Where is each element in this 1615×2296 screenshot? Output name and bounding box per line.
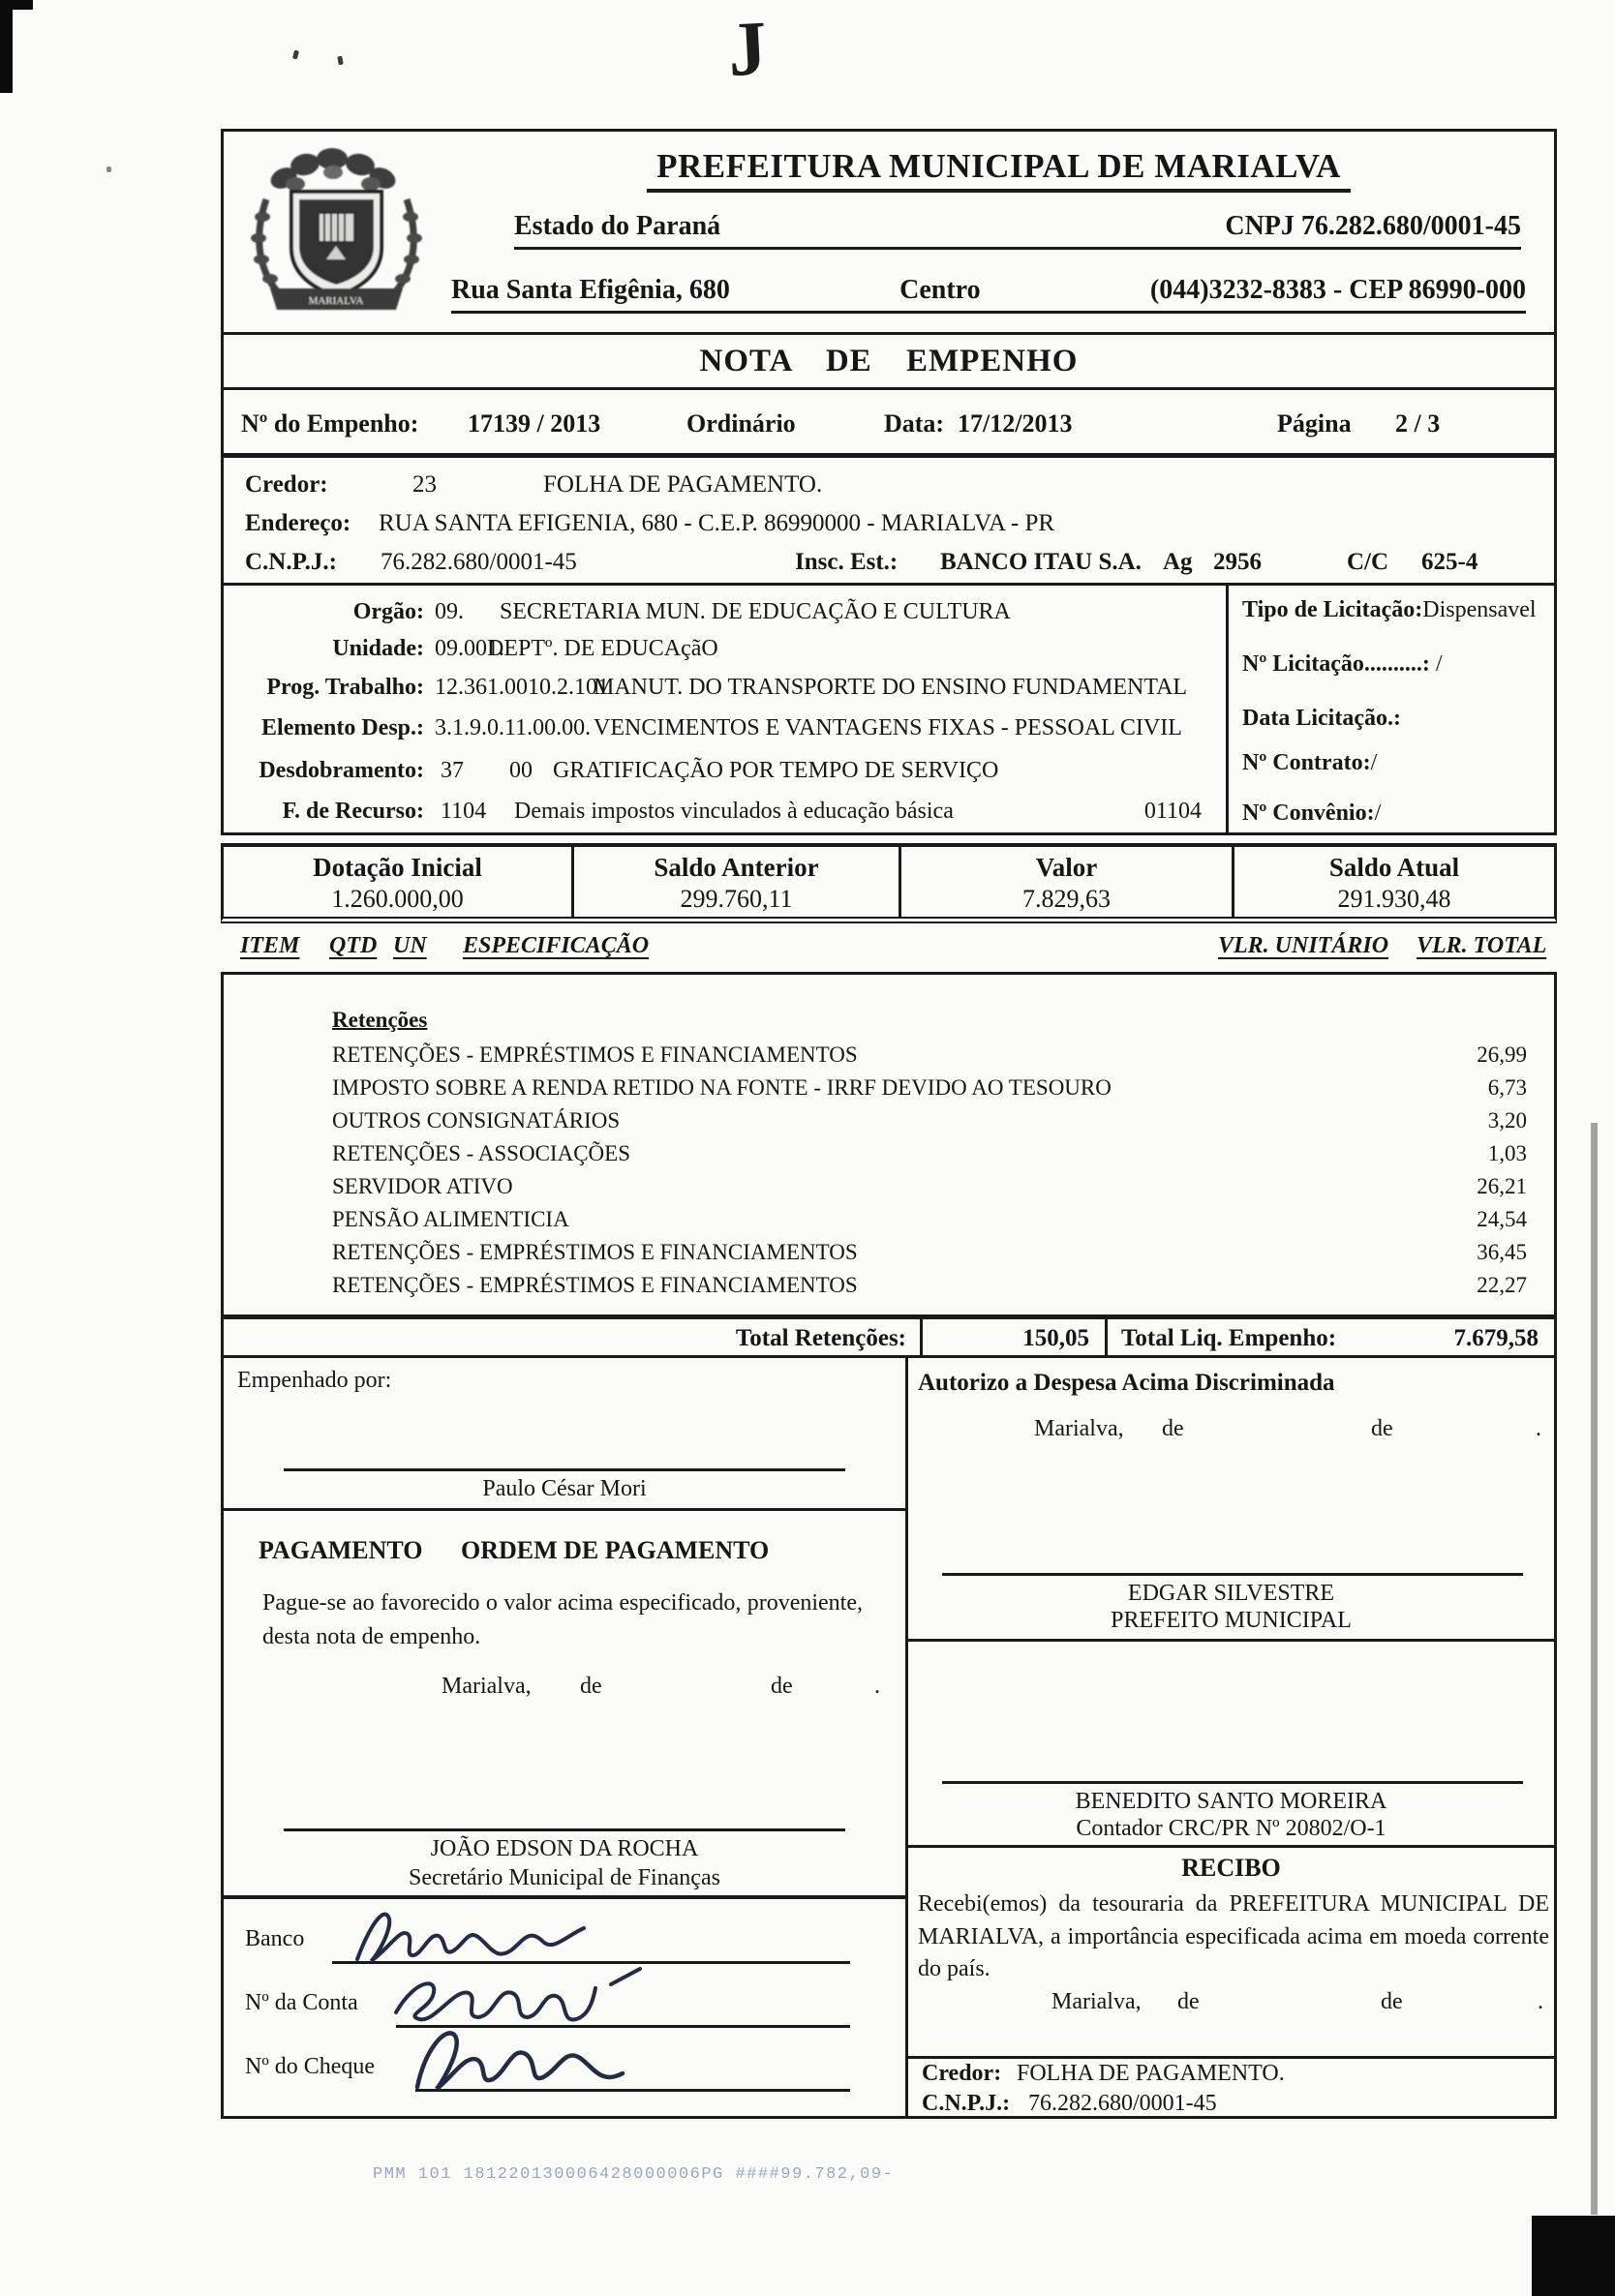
desdobramento-code: 37 [441, 758, 464, 783]
banco-label: Banco [245, 1926, 305, 1951]
scan-speck [337, 56, 343, 66]
credor-block [221, 455, 1557, 586]
fonte-recurso-code: 1104 [441, 799, 487, 824]
retencao-desc: OUTROS CONSIGNATÁRIOS [332, 1108, 621, 1133]
desdobramento-code2: 00 [509, 758, 533, 783]
agencia-label: Ag [1163, 549, 1193, 575]
saldo-anterior-value: 299.760,11 [680, 885, 793, 913]
total-liquido-cell [1108, 1319, 1554, 1355]
signature-line [284, 1468, 845, 1471]
retencao-desc: RETENÇÕES - EMPRÉSTIMOS E FINANCIAMENTOS [332, 1240, 858, 1264]
pagamento-text: Pague-se ao favorecido o valor acima especificado, proveniente, desta nota de empenho. [262, 1590, 863, 1649]
retencao-value: 26,99 [1477, 1042, 1527, 1067]
col-vlr-total: VLR. TOTAL [1417, 933, 1547, 958]
retencao-value: 24,54 [1477, 1207, 1527, 1231]
empenho-header-row [221, 387, 1557, 458]
retencao-desc: SERVIDOR ATIVO [332, 1174, 513, 1198]
retencao-desc: RETENÇÕES - EMPRÉSTIMOS E FINANCIAMENTOS [332, 1042, 858, 1067]
dot-label: . [1538, 1989, 1543, 2014]
scan-edge-artifact-top [0, 0, 33, 10]
contrato-value: / [1370, 750, 1378, 775]
org-name: PREFEITURA MUNICIPAL DE MARIALVA [647, 147, 1351, 193]
retencao-value: 3,20 [1487, 1108, 1527, 1133]
total-retencoes-label: Total Retenções: [224, 1319, 923, 1355]
city-label: Marialva, [1051, 1989, 1142, 2014]
unidade-code: 09.001. [435, 636, 504, 661]
empenhado-por-label: Empenhado por: [237, 1368, 392, 1393]
org-cnpj: CNPJ 76.282.680/0001-45 [1225, 211, 1521, 241]
secretario-title: Secretário Municipal de Finanças [409, 1865, 720, 1890]
total-liquido-value: 7.679,58 [1453, 1325, 1539, 1351]
cnpj-value: 76.282.680/0001-45 [381, 549, 577, 575]
autorizo-title: Autorizo a Despesa Acima Discriminada [918, 1370, 1335, 1396]
retencao-value: 6,73 [1487, 1075, 1527, 1100]
retencao-desc: PENSÃO ALIMENTICIA [332, 1207, 569, 1231]
saldo-atual-header: Saldo Atual [1328, 853, 1460, 882]
recibo-credor-label: Credor: [922, 2061, 1002, 2086]
tipo-licitacao-row [1242, 597, 1537, 623]
de-label: de [771, 1674, 793, 1699]
de-label: de [1381, 1989, 1403, 2014]
contrato-row [1242, 750, 1377, 776]
pagamento-label: PAGAMENTO [259, 1536, 423, 1564]
date-label: Data: [884, 409, 945, 438]
licitacao-panel [1226, 586, 1560, 832]
document-title-bar [221, 332, 1557, 390]
autorizo-cell [908, 1358, 1554, 1642]
items-column-header [221, 923, 1557, 972]
empenho-number-label: Nº do Empenho: [241, 409, 419, 438]
data-licitacao-row [1242, 706, 1401, 732]
total-liquido-label: Total Liq. Empenho: [1121, 1325, 1337, 1351]
saldo-atual-cell [1232, 847, 1554, 917]
retencao-value: 22,27 [1477, 1273, 1527, 1297]
col-un: UN [393, 933, 427, 958]
recibo-credor-value: FOLHA DE PAGAMENTO. [1017, 2061, 1285, 2086]
contrato-label: Nº Contrato: [1242, 750, 1371, 775]
tipo-licitacao-value: Dispensavel [1422, 597, 1537, 622]
credor-label: Credor: [245, 471, 328, 498]
dot-matrix-footer: PMM 101 181220130006428000006PG ####99.782,09- [373, 2165, 895, 2184]
convenio-row [1242, 801, 1381, 827]
endereco-value: RUA SANTA EFIGENIA, 680 - C.E.P. 86990000 - MARIALVA - PR [379, 510, 1055, 536]
signature-line [942, 1781, 1523, 1784]
data-licitacao-label: Data Licitação.: [1242, 706, 1401, 731]
elemento-desp-label: Elemento Desp.: [261, 715, 424, 740]
recibo-cell [908, 1848, 1554, 2059]
scan-corner-block [1532, 2216, 1615, 2296]
conta-corrente-value: 625-4 [1421, 549, 1478, 575]
col-qtd: QTD [329, 933, 378, 958]
phone-cep: (044)3232-8383 - CEP 86990-000 [1149, 275, 1526, 305]
dot-label: . [874, 1674, 880, 1699]
fonte-recurso-label: F. de Recurso: [282, 799, 424, 824]
empenho-number-value: 17139 / 2013 [468, 409, 601, 438]
desdobramento-label: Desdobramento: [259, 758, 424, 783]
pen-mark: J [725, 6, 770, 93]
agencia-value: 2956 [1213, 549, 1262, 575]
recibo-credor-cell [908, 2059, 1554, 2122]
recibo-cnpj-label: C.N.P.J.: [922, 2091, 1011, 2116]
signatures-left-column [224, 1358, 908, 2116]
convenio-label: Nº Convênio: [1242, 801, 1375, 826]
ordem-pagamento-title: ORDEM DE PAGAMENTO [461, 1536, 770, 1564]
city-label: Marialva, [442, 1674, 532, 1699]
scan-edge-shadow-right [1591, 1123, 1598, 2215]
de-label: de [1371, 1416, 1393, 1441]
address-line [451, 275, 1526, 314]
num-licitacao-row [1242, 651, 1443, 678]
orgao-desc: SECRETARIA MUN. DE EDUCAÇÃO E CULTURA [500, 599, 1011, 624]
desdobramento-desc: GRATIFICAÇÃO POR TEMPO DE SERVIÇO [553, 758, 999, 783]
contador-title: Contador CRC/PR Nº 20802/O-1 [1076, 1816, 1386, 1841]
valor-header: Valor [1035, 853, 1098, 882]
saldo-atual-value: 291.930,48 [1337, 885, 1451, 913]
saldo-anterior-header: Saldo Anterior [654, 853, 819, 882]
retencao-desc: IMPOSTO SOBRE A RENDA RETIDO NA FONTE - IRRF DEVIDO AO TESOURO [332, 1075, 1112, 1100]
banco-name: BANCO ITAU S.A. [940, 549, 1142, 575]
dotacao-inicial-value: 1.260.000,00 [331, 885, 464, 913]
city-label: Marialva, [1034, 1416, 1124, 1441]
signatures-right-column [908, 1358, 1554, 2116]
prefeito-name: EDGAR SILVESTRE [1127, 1581, 1335, 1606]
convenio-value: / [1374, 801, 1382, 826]
col-item: ITEM [240, 933, 300, 958]
scan-speck [107, 166, 111, 172]
prefeito-title: PREFEITO MUNICIPAL [1111, 1608, 1352, 1633]
valor-value: 7.829,63 [1022, 885, 1111, 913]
elemento-desp-desc: VENCIMENTOS E VANTAGENS FIXAS - PESSOAL CIVIL [594, 715, 1182, 740]
contador-cell [908, 1642, 1554, 1848]
dotacao-inicial-header: Dotação Inicial [313, 853, 482, 882]
fonte-recurso-extra: 01104 [1143, 799, 1202, 824]
cnpj-label: C.N.P.J.: [245, 549, 337, 575]
empenhado-name: Paulo César Mori [482, 1476, 647, 1501]
col-especificacao: ESPECIFICAÇÃO [463, 933, 650, 958]
prog-trabalho-label: Prog. Trabalho: [266, 675, 424, 700]
empenho-type: Ordinário [686, 409, 796, 438]
de-label: de [1177, 1989, 1200, 2014]
num-licitacao-value: / [1435, 651, 1443, 677]
orgao-code: 09. [435, 599, 464, 624]
elemento-desp-code: 3.1.9.0.11.00.00. [435, 715, 592, 740]
dot-label: . [1536, 1416, 1541, 1441]
retencao-value: 1,03 [1487, 1141, 1527, 1165]
orgao-label: Orgão: [352, 599, 424, 624]
banco-cheque-cell [224, 1899, 905, 2122]
state-label: Estado do Paraná [514, 211, 721, 241]
scan-edge-artifact-left [0, 0, 13, 93]
conta-label: Nº da Conta [245, 1990, 358, 2015]
retencoes-box [221, 972, 1557, 1317]
municipal-coat-of-arms-icon [237, 141, 436, 325]
retencao-value: 36,45 [1477, 1240, 1527, 1264]
recibo-cnpj-value: 76.282.680/0001-45 [1028, 2091, 1217, 2116]
dotacao-table [221, 843, 1557, 923]
recibo-text: Recebi(emos) da tesouraria da PREFEITURA MUNICIPAL DE MARIALVA, a importância especificada acima em moeda corrente do país. [918, 1891, 1549, 1982]
credor-name: FOLHA DE PAGAMENTO. [543, 471, 823, 498]
cheque-handwriting [406, 2021, 667, 2099]
page-value: 2 / 3 [1395, 409, 1441, 438]
credor-code: 23 [412, 471, 437, 498]
prog-trabalho-code: 12.361.0010.2.101 [435, 675, 609, 700]
secretario-name: JOÃO EDSON DA ROCHA [430, 1836, 699, 1861]
nota-de-empenho-document [221, 129, 1557, 2119]
fonte-recurso-desc: Demais impostos vinculados à educação básica [514, 799, 954, 824]
retencoes-group-label: Retenções [332, 1008, 428, 1032]
prog-trabalho-desc: MANUT. DO TRANSPORTE DO ENSINO FUNDAMENTAL [594, 675, 1188, 700]
street: Rua Santa Efigênia, 680 [451, 275, 730, 305]
signature-line [284, 1828, 845, 1831]
recibo-title: RECIBO [1181, 1854, 1281, 1882]
retencao-desc: RETENÇÕES - ASSOCIAÇÕES [332, 1141, 630, 1165]
totals-row [221, 1314, 1557, 1358]
col-vlr-unitario: VLR. UNITÁRIO [1218, 933, 1389, 958]
retencao-value: 26,21 [1477, 1174, 1527, 1198]
letterhead [221, 129, 1557, 335]
cheque-label: Nº do Cheque [245, 2054, 376, 2079]
retencao-desc: RETENÇÕES - EMPRÉSTIMOS E FINANCIAMENTOS [332, 1273, 858, 1297]
contador-name: BENEDITO SANTO MOREIRA [1075, 1789, 1387, 1814]
unidade-desc: DEPTº. DE EDUCAçãO [487, 636, 718, 661]
valor-cell [899, 847, 1232, 917]
signatures-section [221, 1355, 1557, 2119]
document-title: NOTA DE EMPENHO [699, 344, 1079, 378]
saldo-anterior-cell [571, 847, 899, 917]
empenhado-por-cell [224, 1358, 905, 1511]
pagamento-cell [224, 1511, 905, 1899]
orgao-block [221, 583, 1557, 835]
de-label: de [580, 1674, 602, 1699]
total-retencoes-value: 150,05 [923, 1319, 1108, 1355]
dotacao-inicial-cell [224, 847, 571, 917]
tipo-licitacao-label: Tipo de Licitação: [1242, 597, 1423, 622]
de-label: de [1162, 1416, 1184, 1441]
num-licitacao-label: Nº Licitação..........: [1242, 651, 1430, 677]
unidade-label: Unidade: [332, 636, 424, 661]
conta-corrente-label: C/C [1347, 549, 1389, 575]
signature-line [942, 1573, 1523, 1576]
district: Centro [899, 275, 981, 305]
state-cnpj-line [514, 211, 1521, 250]
page-label: Página [1277, 409, 1352, 438]
insc-est-label: Insc. Est.: [795, 549, 899, 575]
scan-speck [292, 50, 299, 60]
date-value: 17/12/2013 [958, 409, 1073, 438]
svg-text:MARIALVA: MARIALVA [308, 295, 364, 307]
endereco-label: Endereço: [245, 510, 351, 536]
